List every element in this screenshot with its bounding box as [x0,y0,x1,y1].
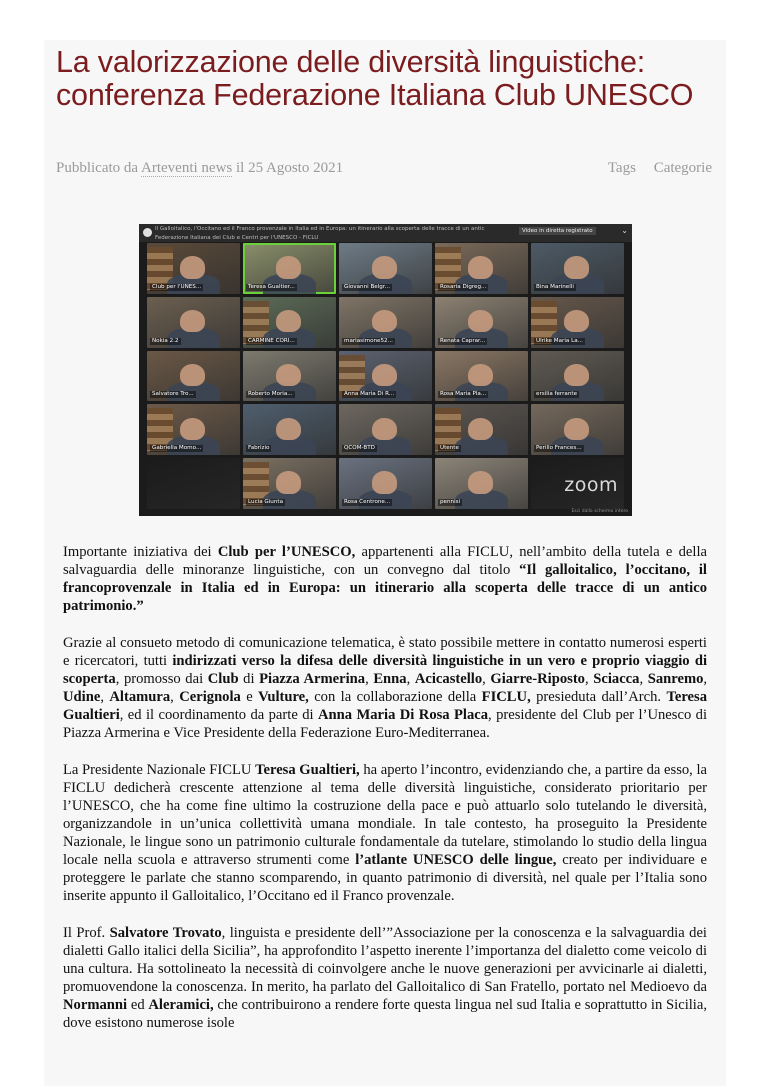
participant-name: Perillo Frances... [536,445,582,452]
text-run: La Presidente Nazionale FICLU [63,762,256,778]
participant-name: mariasimone52... [344,337,393,344]
post-taxonomy [594,160,712,177]
participant-face [276,310,300,332]
participant-name: Salvatore Tro... [152,391,194,398]
text-run: e [240,689,259,705]
participant-name: Club per l'UNES... [152,283,202,290]
text-run: , [406,671,415,687]
participant-name: Rosa Maria Pla... [440,391,487,398]
participant-tile [243,297,336,348]
participant-name: Bina Marinelli [536,283,574,290]
participant-tile [435,243,528,294]
text-run: appartenenti alla FICLU, nell’ambito della tutela e della salvaguardia delle minoranze linguistiche, con un convegno dal titolo [63,544,707,578]
participant-tile [147,458,240,509]
participant-face [372,310,396,332]
published-by-label: Pubblicato da [56,160,139,176]
text-run: creato per individuare e proteggere le parlate che stanno scomparendo, in quanto patrimonio di diversità, nel quale per l’Italia sono inserite appunto il Galloitalico, l’Occitano ed il Franco provenzale. [63,852,708,904]
author-link[interactable]: Arteventi news [141,160,233,176]
bold-run: Normanni [63,997,128,1013]
participant-tile [531,243,624,294]
exit-fullscreen-label: Esci dallo schermo intero [571,509,628,514]
participant-face [564,418,588,440]
participant-face [468,418,492,440]
text-run: , [100,689,110,705]
participant-face [276,418,300,440]
text-run: che contribuirono a rendere forte questa lingua nel sud Italia e soprattutto in Sicilia, dove esistono numerose isole [63,997,707,1031]
participant-face [180,310,204,332]
text-run: Il Prof. [63,925,110,941]
participant-tile [531,351,624,402]
participant-tile [339,351,432,402]
zoom-meeting-title: Il Galloitalico, l'Occitano ed il Franco provenzale in Italia ed in Europa: un itinerario alla scoperta delle tracce di un antic [155,226,485,232]
participant-tile [339,458,432,509]
participant-tile [435,297,528,348]
bold-run: Salvatore Trovato [109,925,222,941]
text-run: , [584,671,594,687]
bold-run: Cerignola [179,689,241,705]
paragraph-1 [63,543,707,615]
participant-tile [147,243,240,294]
participant-face [564,310,588,332]
bold-run: l’atlante UNESCO delle lingue, [355,852,557,868]
club-logo-icon [143,228,152,237]
bold-run: Altamura [109,689,171,705]
participant-name: Rosaria Digreg... [440,283,487,290]
date-prefix: il [236,160,245,176]
participant-face [180,364,204,386]
participant-name: Giovanni Belgr... [344,283,390,290]
participant-face [276,364,300,386]
participant-tile [339,297,432,348]
participant-name: CARMINE CORI... [248,337,295,344]
text-run: ha aperto l’incontro, evidenziando che, a partire da esso, la FICLU dedicherà crescente attenzione al tema delle diversità linguistiche, considerato prioritario per l’UNESCO, che ha come fine ultimo la costruzione della pace e può attuarlo solo tutelando le diversità, organizzandole in un’unica collettività umana mondiale. In tale contesto, ha proseguito la Presidente Nazionale, le lingue sono un patrimonio culturale fondamentale da tutelare, stimolando lo studio della lingua locale nella scuola e attraverso strumenti come [63,762,707,868]
text-run: con la collaborazione della [308,689,482,705]
post-date: 25 Agosto 2021 [248,160,344,176]
bold-run: Sciacca [593,671,640,687]
text-run: , presidente del Club per l’Unesco di Piazza Armerina e Vice Presidente della Federazione Euro-Mediterranea. [63,707,708,741]
participant-name: pennisi [440,498,461,505]
text-run: , ed il coordinamento da parte di [119,707,318,723]
zoom-logo: zoom [564,474,618,496]
text-run: di [238,671,260,687]
zoom-meeting-subtitle: Federazione Italiana dei Club e Centri per l'UNESCO - FICLU [155,235,319,241]
text-run: presieduta dall’Arch. [530,689,667,705]
bold-run: Udine [63,689,101,705]
participant-tile [147,351,240,402]
participant-name: ersilia ferrante [536,391,578,398]
close-icon: ⌄ [621,226,628,235]
bold-run: Sanremo [647,671,704,687]
participant-face [180,256,204,278]
participant-face [276,256,300,278]
bold-run: Club [207,671,239,687]
zoom-title-bar [139,224,632,242]
text-run: , [170,689,180,705]
participant-name: Roberto Moria... [248,391,293,398]
participant-tile [531,297,624,348]
text-run: ed [127,997,149,1013]
participant-tile [243,404,336,455]
paragraph-3 [63,761,707,905]
participant-face [180,418,204,440]
text-run: , [703,671,708,687]
participant-name: Anna Maria Di R... [344,391,395,398]
bold-run: Club per l’UNESCO, [217,544,356,560]
participant-tile [435,458,528,509]
bold-run: Giarre-Riposto [490,671,585,687]
participant-name: Fabrizio [248,445,270,452]
text-run: Importante iniziativa dei [63,544,218,560]
participant-name: Renata Caprar... [440,337,486,344]
bold-run: FICLU, [481,689,531,705]
participant-name: Utente [440,445,459,452]
participant-face [372,471,396,493]
bold-run: Enna [373,671,407,687]
text-run: , promosso dai [115,671,208,687]
participant-face [468,364,492,386]
participant-tile [243,351,336,402]
bold-run: Acicastello [414,671,483,687]
text-run: , [639,671,648,687]
article-body [63,543,707,1051]
participant-name: Ulrike Maria La... [536,337,583,344]
participant-face [372,256,396,278]
participant-name: Lucia Giunta [248,498,283,505]
bold-run: Piazza Armerina [259,671,366,687]
participant-face [564,364,588,386]
text-run: , linguista e presidente dell’”Associazione per la conoscenza e la salvaguardia dei dialetti Gallo italici della Sicilia”, ha approfondito l’aspetto inerente l’importanza del dialetto come veicolo di una cultura. Ha sottolineato la necessità di coinvolgere anche le nuove generazioni per avvicinarle ai dialetti, promuovendone la conoscenza. In merito, ha parlato del Galloitalico di San Fratello, portato nel Medioevo da [63,925,707,995]
participant-tile [531,404,624,455]
participant-tile [339,404,432,455]
participant-face [468,471,492,493]
participant-tile [147,404,240,455]
participant-tile [243,458,336,509]
zoom-meeting-screenshot [139,224,632,516]
participant-name: QCOM-BTD [344,445,375,452]
bold-run: Teresa Gualtieri [63,689,708,723]
post-meta [56,160,712,180]
participant-tile [243,243,336,294]
participant-face [468,256,492,278]
participant-tile [147,297,240,348]
text-run: , [365,671,374,687]
post-byline [56,160,343,177]
text-run: Grazie al consueto metodo di comunicazione telematica, è stato possibile mettere in contatto numerosi esperti e ricercatori, tutti [63,635,707,669]
participant-name: Gabriella Momo... [152,445,202,452]
recording-badge: Video in diretta registrato [519,227,596,235]
participant-face [276,471,300,493]
paragraph-4 [63,924,707,1032]
participant-name: Rosa Centrone... [344,498,391,505]
bold-run: “Il galloitalico, l’occitano, il francoprovenzale in Italia ed in Europa: un itinerario alla scoperta delle tracce di un antico patrimonio.” [63,562,707,614]
participant-face [372,364,396,386]
participant-tile [339,243,432,294]
participant-tile [435,404,528,455]
participant-name: Nokia 2.2 [152,337,179,344]
text-run: , [482,671,491,687]
bold-run: Anna Maria Di Rosa Placa [317,707,489,723]
bold-run: indirizzati verso la difesa delle diversità linguistiche in un vero e proprio viaggio di scoperta [63,653,708,687]
participant-face [468,310,492,332]
participant-grid [147,243,624,509]
categories-link[interactable]: Categorie [653,160,712,176]
participant-tile [435,351,528,402]
post-title: La valorizzazione delle diversità linguistiche: conferenza Federazione Italiana Club UNESCO [56,45,694,112]
bold-run: Teresa Gualtieri, [255,762,360,778]
participant-name: Teresa Gualtier... [248,283,295,290]
participant-face [372,418,396,440]
participant-face [564,256,588,278]
tags-link[interactable]: Tags [607,160,636,176]
paragraph-2 [63,634,707,742]
bold-run: Aleramici, [148,997,214,1013]
bold-run: Vulture, [258,689,309,705]
